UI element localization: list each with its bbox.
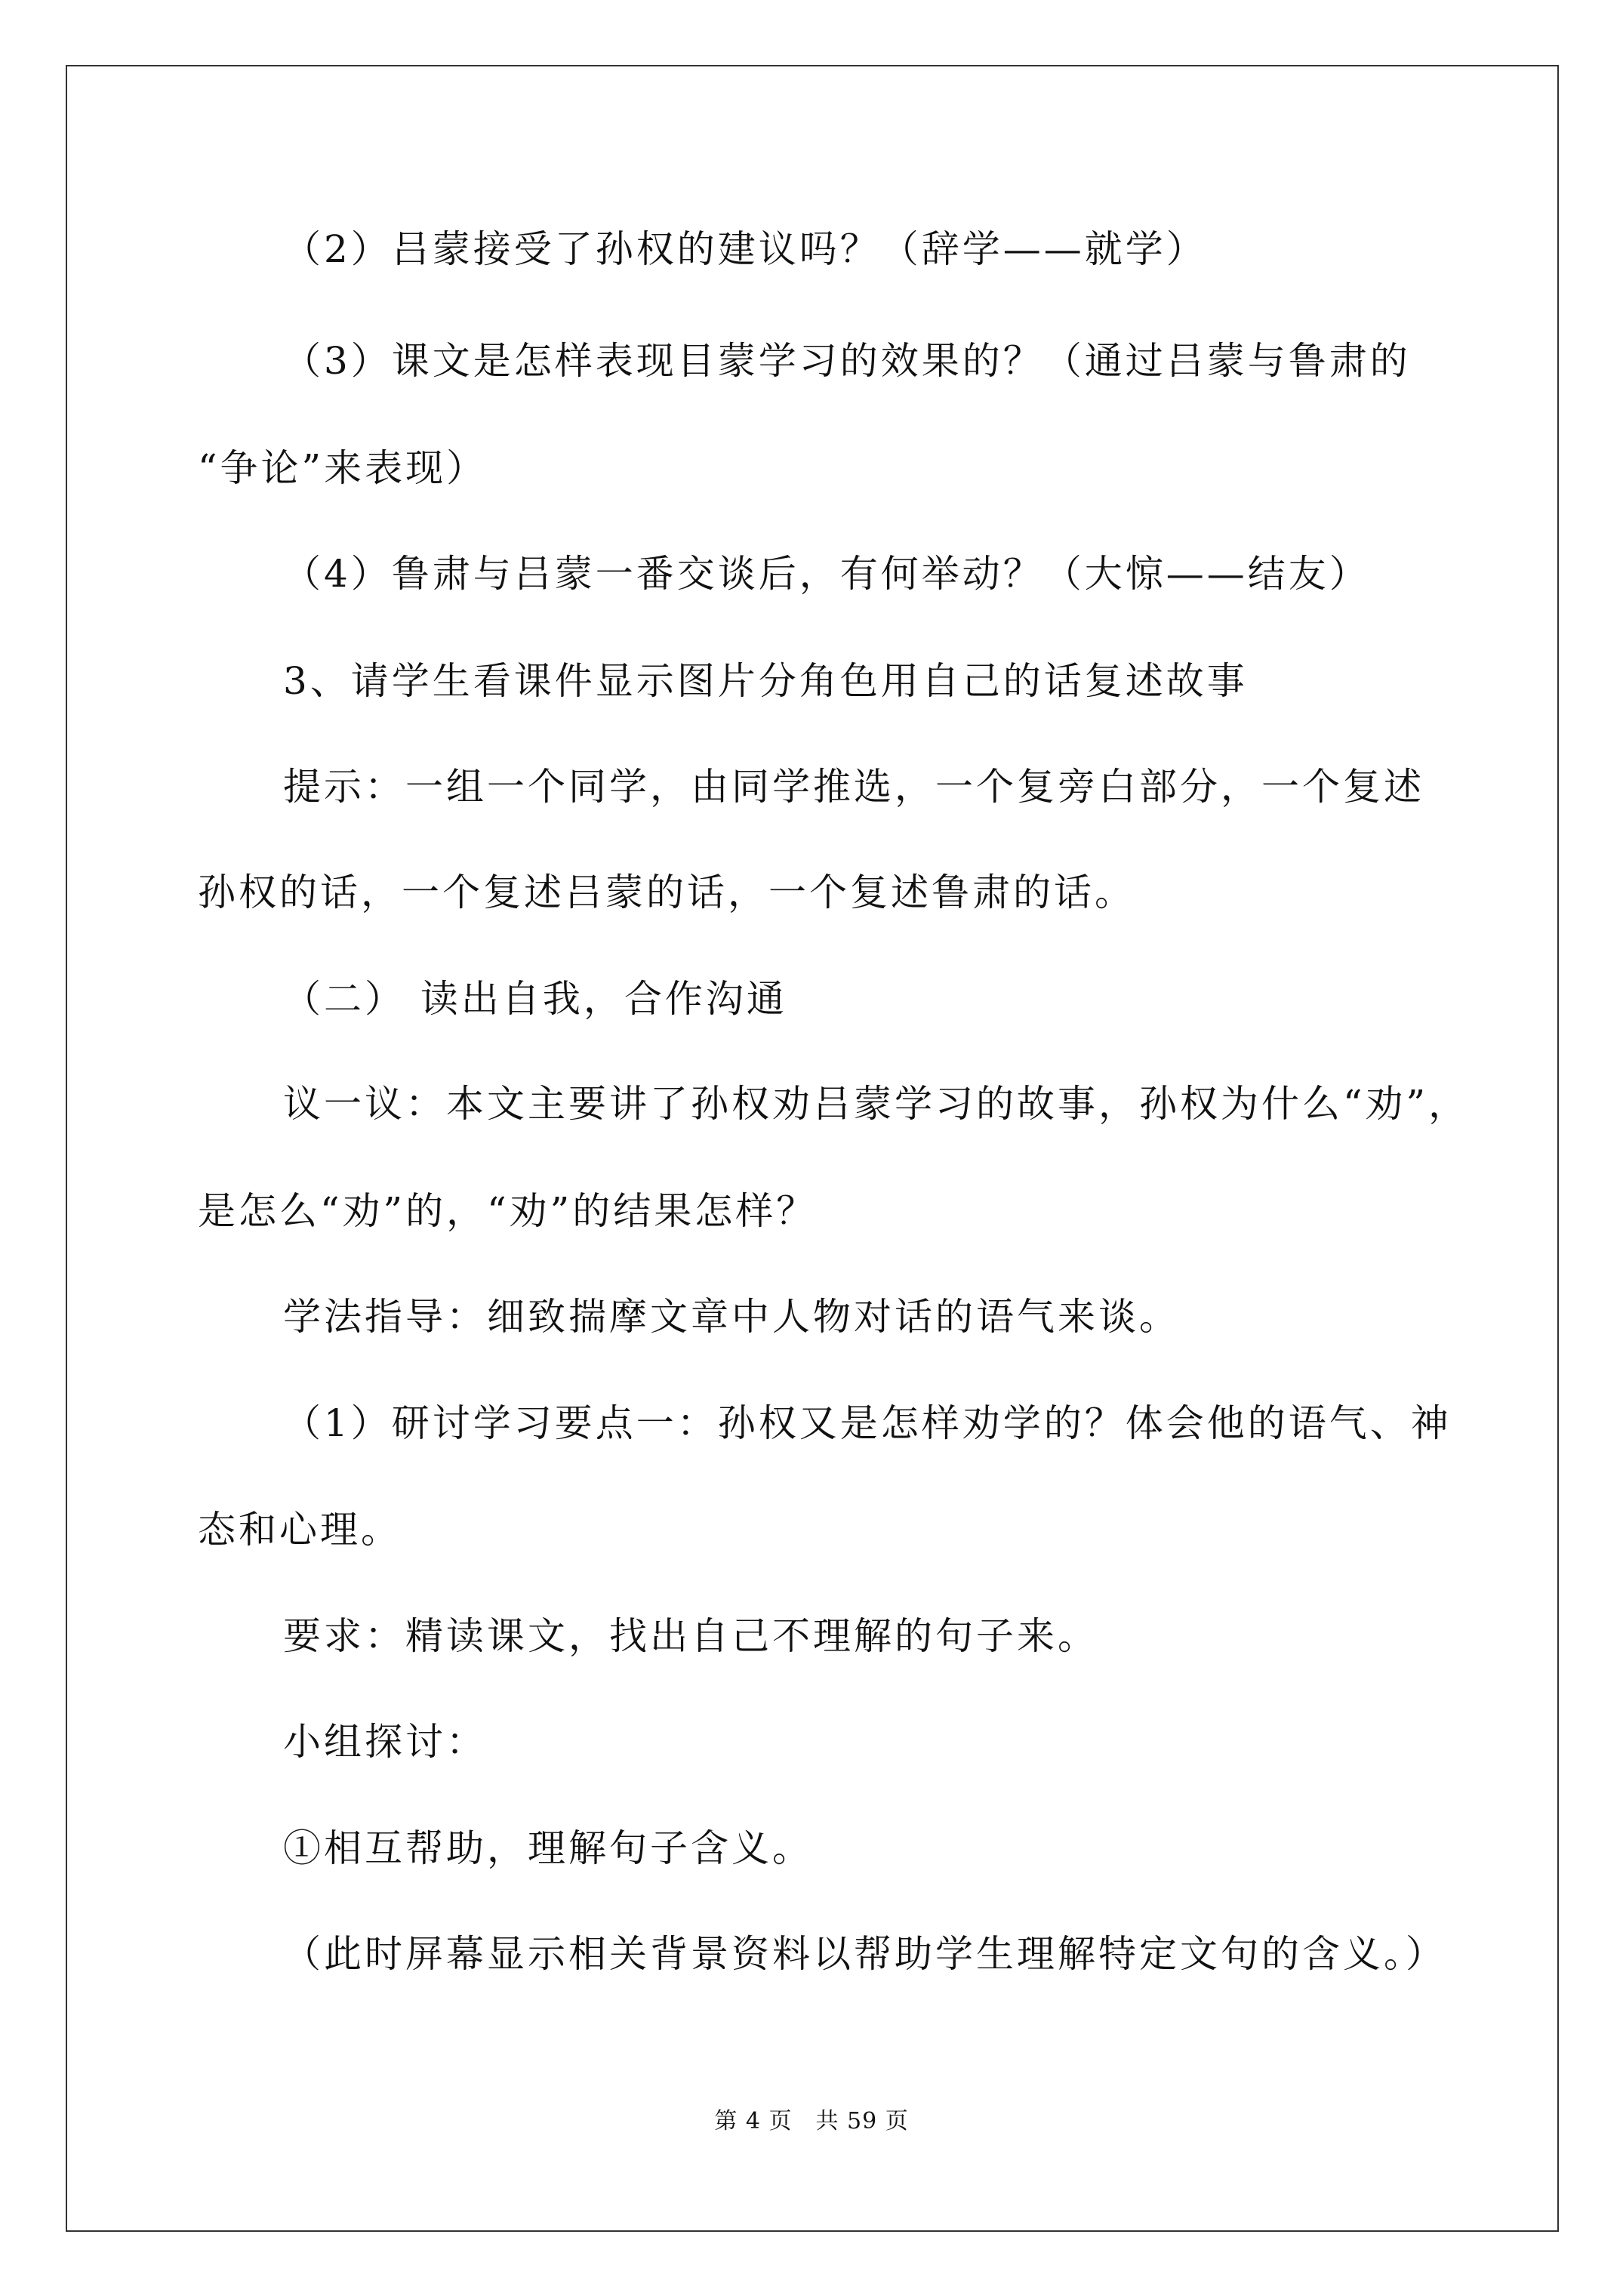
text-line-1: （2）吕蒙接受了孙权的建议吗？（辞学——就学） [283, 227, 1207, 271]
text-line-6: 提示：一组一个同学，由同学推选，一个复旁白部分，一个复述 [283, 765, 1424, 809]
text-line-13: 态和心理。 [198, 1508, 402, 1552]
text-line-10: 是怎么“劝”的，“劝”的结果怎样？ [198, 1189, 818, 1233]
text-line-7: 孙权的话，一个复述吕蒙的话，一个复述鲁肃的话。 [198, 871, 1135, 914]
text-line-9: 议一议：本文主要讲了孙权劝吕蒙学习的故事，孙权为什么“劝”， [283, 1082, 1470, 1126]
text-line-14: 要求：精读课文，找出自己不理解的句子来。 [283, 1614, 1098, 1658]
text-line-5: 3、请学生看课件显示图片分角色用自己的话复述故事 [283, 659, 1248, 703]
page-border [66, 65, 1559, 2232]
text-line-2: （3）课文是怎样表现目蒙学习的效果的？（通过吕蒙与鲁肃的 [283, 339, 1411, 383]
text-line-17: （此时屏幕显示相关背景资料以帮助学生理解特定文句的含义。） [283, 1932, 1446, 1976]
text-line-15: 小组探讨： [283, 1720, 487, 1764]
text-line-11: 学法指导：细致揣摩文章中人物对话的语气来谈。 [283, 1295, 1180, 1339]
text-line-3: “争论”来表现） [198, 446, 488, 490]
text-line-4: （4）鲁肃与吕蒙一番交谈后，有何举动？（大惊——结友） [283, 552, 1370, 596]
text-line-8: （二） 读出自我，合作沟通 [283, 977, 787, 1021]
text-line-16: ①相互帮助，理解句子含义。 [283, 1826, 813, 1870]
text-line-12: （1）研讨学习要点一：孙权又是怎样劝学的？体会他的语气、神 [283, 1401, 1452, 1445]
page-number: 第 4 页 共 59 页 [714, 2108, 909, 2134]
